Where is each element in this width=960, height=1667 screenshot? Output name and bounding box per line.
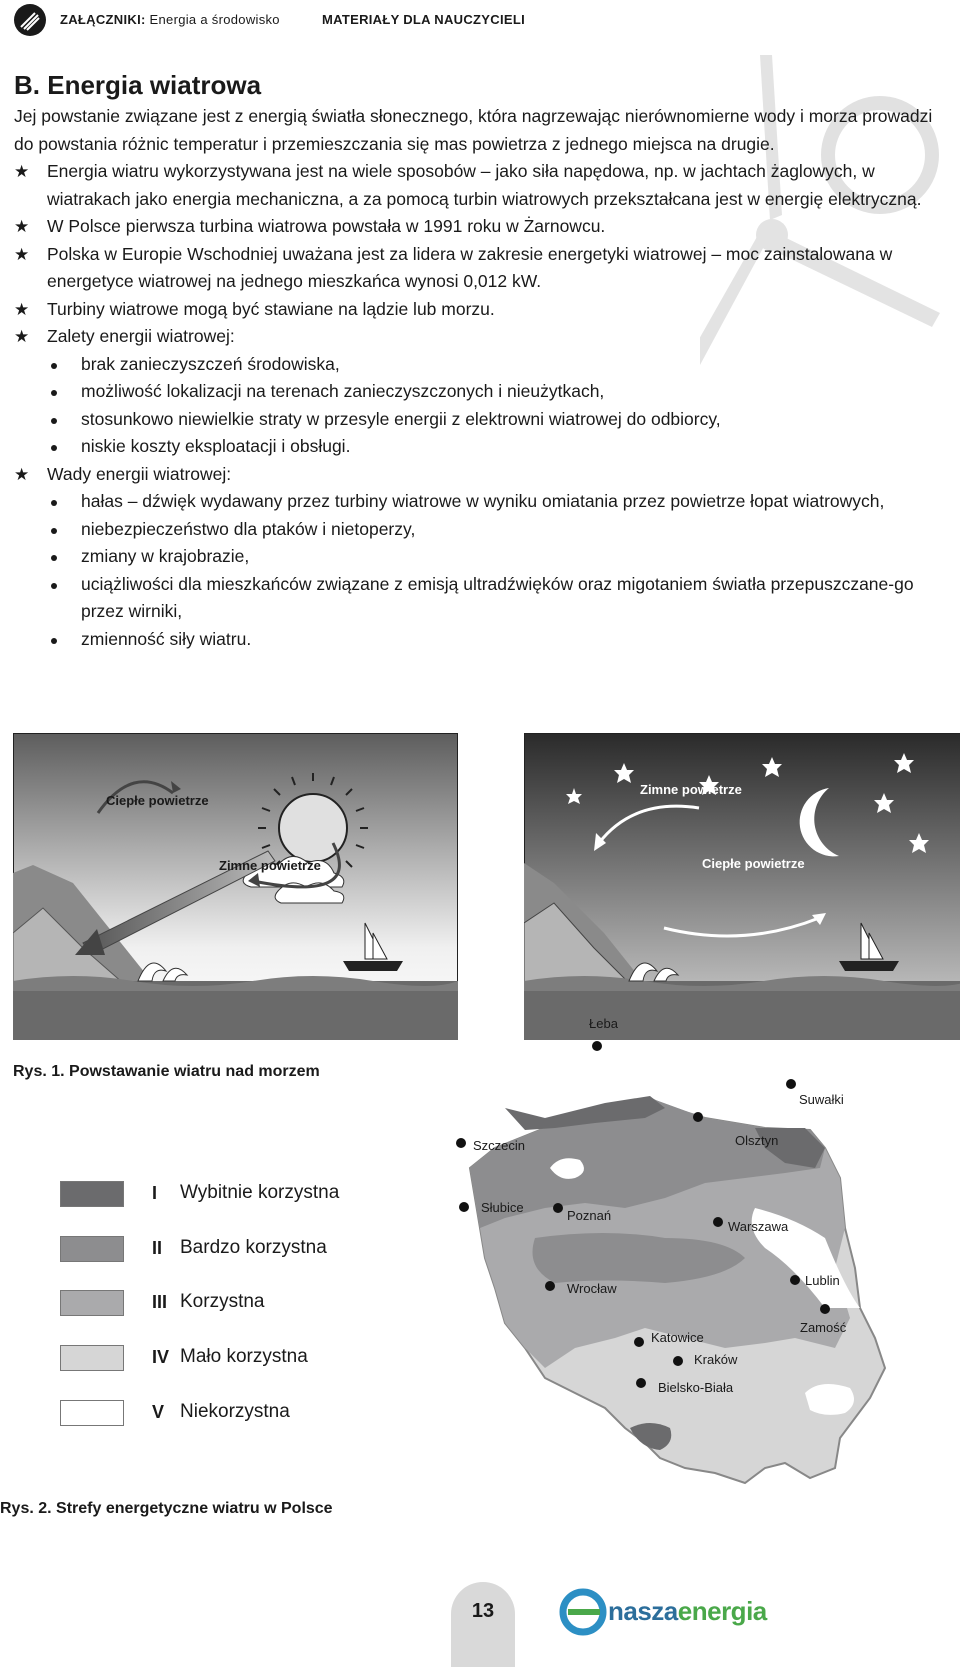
section-title: B. Energia wiatrowa — [14, 70, 262, 100]
legend-item-5: V Niekorzystna — [60, 1400, 360, 1430]
warm-air-label: Ciepłe powietrze — [702, 856, 805, 871]
publication-logo-icon — [13, 3, 47, 37]
page-number: 13 — [471, 1600, 495, 1622]
info-item: ★ W Polsce pierwsza turbina wiatrowa powstała w 1991 roku w Żarnowcu. — [14, 213, 934, 241]
city-dot-icon — [693, 1112, 703, 1122]
city-label: Poznań — [567, 1208, 612, 1223]
legend-item-2: II Bardzo korzystna — [60, 1236, 360, 1266]
city-label: Zamość — [800, 1320, 847, 1335]
star-bullet-icon: ★ — [14, 244, 30, 264]
info-item: ★ Turbiny wiatrowe mogą być stawiane na lądzie lub morzu. — [14, 296, 934, 324]
legend-swatch — [60, 1181, 124, 1207]
list-item: stosunkowo niewielkie straty w przesyle energii z elektrowni wiatrowej do odbiorcy, — [47, 406, 934, 434]
header-subtitle: Energia a środowisko — [149, 12, 280, 27]
legend-swatch — [60, 1345, 124, 1371]
brand-name: naszaenergia — [608, 1596, 767, 1626]
bullet-dot-icon — [51, 555, 57, 561]
city-dot-icon — [553, 1203, 563, 1213]
list-item: niebezpieczeństwo dla ptaków i nietoperzy, — [47, 516, 934, 544]
poland-wind-zones-map — [465, 1016, 915, 1508]
header-prefix: ZAŁĄCZNIKI: — [60, 12, 146, 27]
bullet-dot-icon — [51, 363, 57, 369]
city-label: Kraków — [694, 1352, 738, 1367]
disadvantages-list — [47, 488, 934, 653]
city-dot-icon — [592, 1041, 602, 1051]
bullet-dot-icon — [51, 500, 57, 506]
figure-2-caption: Rys. 2. Strefy energetyczne wiatru w Polsce — [0, 1500, 333, 1517]
advantages-label: Zalety energii wiatrowej: — [47, 326, 235, 346]
map-graphic — [465, 1088, 915, 1508]
legend-swatch — [60, 1290, 124, 1316]
city-label: Warszawa — [728, 1219, 789, 1234]
bullet-dot-icon — [51, 445, 57, 451]
list-item: zmienność siły wiatru. — [47, 626, 934, 654]
legend-swatch — [60, 1236, 124, 1262]
legend-item-1: I Wybitnie korzystna — [60, 1181, 360, 1211]
city-dot-icon — [790, 1275, 800, 1285]
star-bullet-icon: ★ — [14, 299, 30, 319]
header-audience: MATERIAŁY DLA NAUCZYCIELI — [322, 12, 525, 27]
list-item: niskie koszty eksploatacji i obsługi. — [47, 433, 934, 461]
star-bullet-icon: ★ — [14, 327, 30, 346]
list-item: brak zanieczyszczeń środowiska, — [47, 351, 934, 379]
day-wind-illustration — [13, 733, 458, 1040]
city-label: Wrocław — [567, 1281, 617, 1296]
day-scene-graphic — [13, 733, 458, 1040]
city-dot-icon — [673, 1356, 683, 1366]
info-item: ★ Energia wiatru wykorzystywana jest na wiele sposobów – jako siła napędowa, np. w jachtach żaglowych, w wiatrakach jako energia mechaniczna, a za pomocą turbin wiatrowych przekształcana jest w energię elektryczną. — [14, 158, 934, 213]
city-dot-icon — [456, 1138, 466, 1148]
list-item: możliwość lokalizacji na terenach zanieczyszczonych i nieużytkach, — [47, 378, 934, 406]
city-label: Suwałki — [799, 1092, 844, 1107]
bullet-dot-icon — [51, 528, 57, 534]
disadvantages-label: Wady energii wiatrowej: — [47, 463, 232, 484]
info-item: ★ Polska w Europie Wschodniej uważana jest za lidera w zakresie energetyki wiatrowej – moc zainstalowana w energetyce wiatrowej na jednego mieszkańca wynosi 0,012 kW. — [14, 241, 934, 296]
figure-1-caption: Rys. 1. Powstawanie wiatru nad morzem — [13, 1063, 320, 1080]
header-section — [60, 12, 280, 27]
star-bullet-icon: ★ — [14, 464, 30, 484]
bullet-dot-icon — [51, 638, 57, 644]
city-label: Łeba — [589, 1016, 618, 1031]
city-label: Katowice — [651, 1330, 704, 1345]
list-item: hałas – dźwięk wydawany przez turbiny wiatrowe w wyniku omiatania przez powietrze łopat wiatrowych, — [47, 488, 934, 516]
bullet-dot-icon — [51, 418, 57, 424]
city-label: Szczecin — [473, 1138, 526, 1153]
city-dot-icon — [713, 1217, 723, 1227]
star-bullet-icon: ★ — [14, 162, 30, 181]
cold-air-label: Zimne powietrze — [219, 858, 321, 873]
city-dot-icon — [545, 1281, 555, 1291]
bullet-dot-icon — [51, 583, 57, 589]
legend-swatch — [60, 1400, 124, 1426]
advantages-list — [47, 351, 934, 461]
list-item: zmiany w krajobrazie, — [47, 543, 934, 571]
city-dot-icon — [786, 1079, 796, 1089]
city-label: Bielsko-Biała — [658, 1380, 734, 1395]
night-scene-graphic — [524, 733, 960, 1040]
info-list — [14, 158, 934, 653]
advantages-item — [14, 323, 934, 461]
star-bullet-icon: ★ — [14, 217, 30, 236]
warm-air-label: Ciepłe powietrze — [106, 793, 209, 808]
legend-item-3: III Korzystna — [60, 1290, 360, 1320]
page-number-tab — [451, 1582, 515, 1667]
cold-air-label: Zimne powietrze — [640, 782, 742, 797]
bullet-dot-icon — [51, 390, 57, 396]
disadvantages-item — [14, 461, 934, 654]
list-item: uciążliwości dla mieszkańców związane z emisją ultradźwięków oraz migotaniem światła przepuszczane-go przez wirniki, — [47, 571, 934, 626]
intro-paragraph: Jej powstanie związane jest z energią światła słonecznego, która nagrzewając nierównomierne wody i morza prowadzi do powstania różnic temperatur i przemieszczania się mas powietrza z jednego miejsca na drugie. — [14, 106, 933, 154]
city-label: Olsztyn — [735, 1133, 779, 1148]
city-label: Lublin — [805, 1273, 840, 1288]
night-wind-illustration — [524, 733, 960, 1040]
city-dot-icon — [459, 1202, 469, 1212]
legend-item-4: IV Mało korzystna — [60, 1345, 360, 1375]
city-label: Słubice — [481, 1200, 524, 1215]
city-dot-icon — [820, 1304, 830, 1314]
city-dot-icon — [636, 1378, 646, 1388]
brand-logo-icon — [558, 1587, 608, 1637]
city-dot-icon — [634, 1337, 644, 1347]
